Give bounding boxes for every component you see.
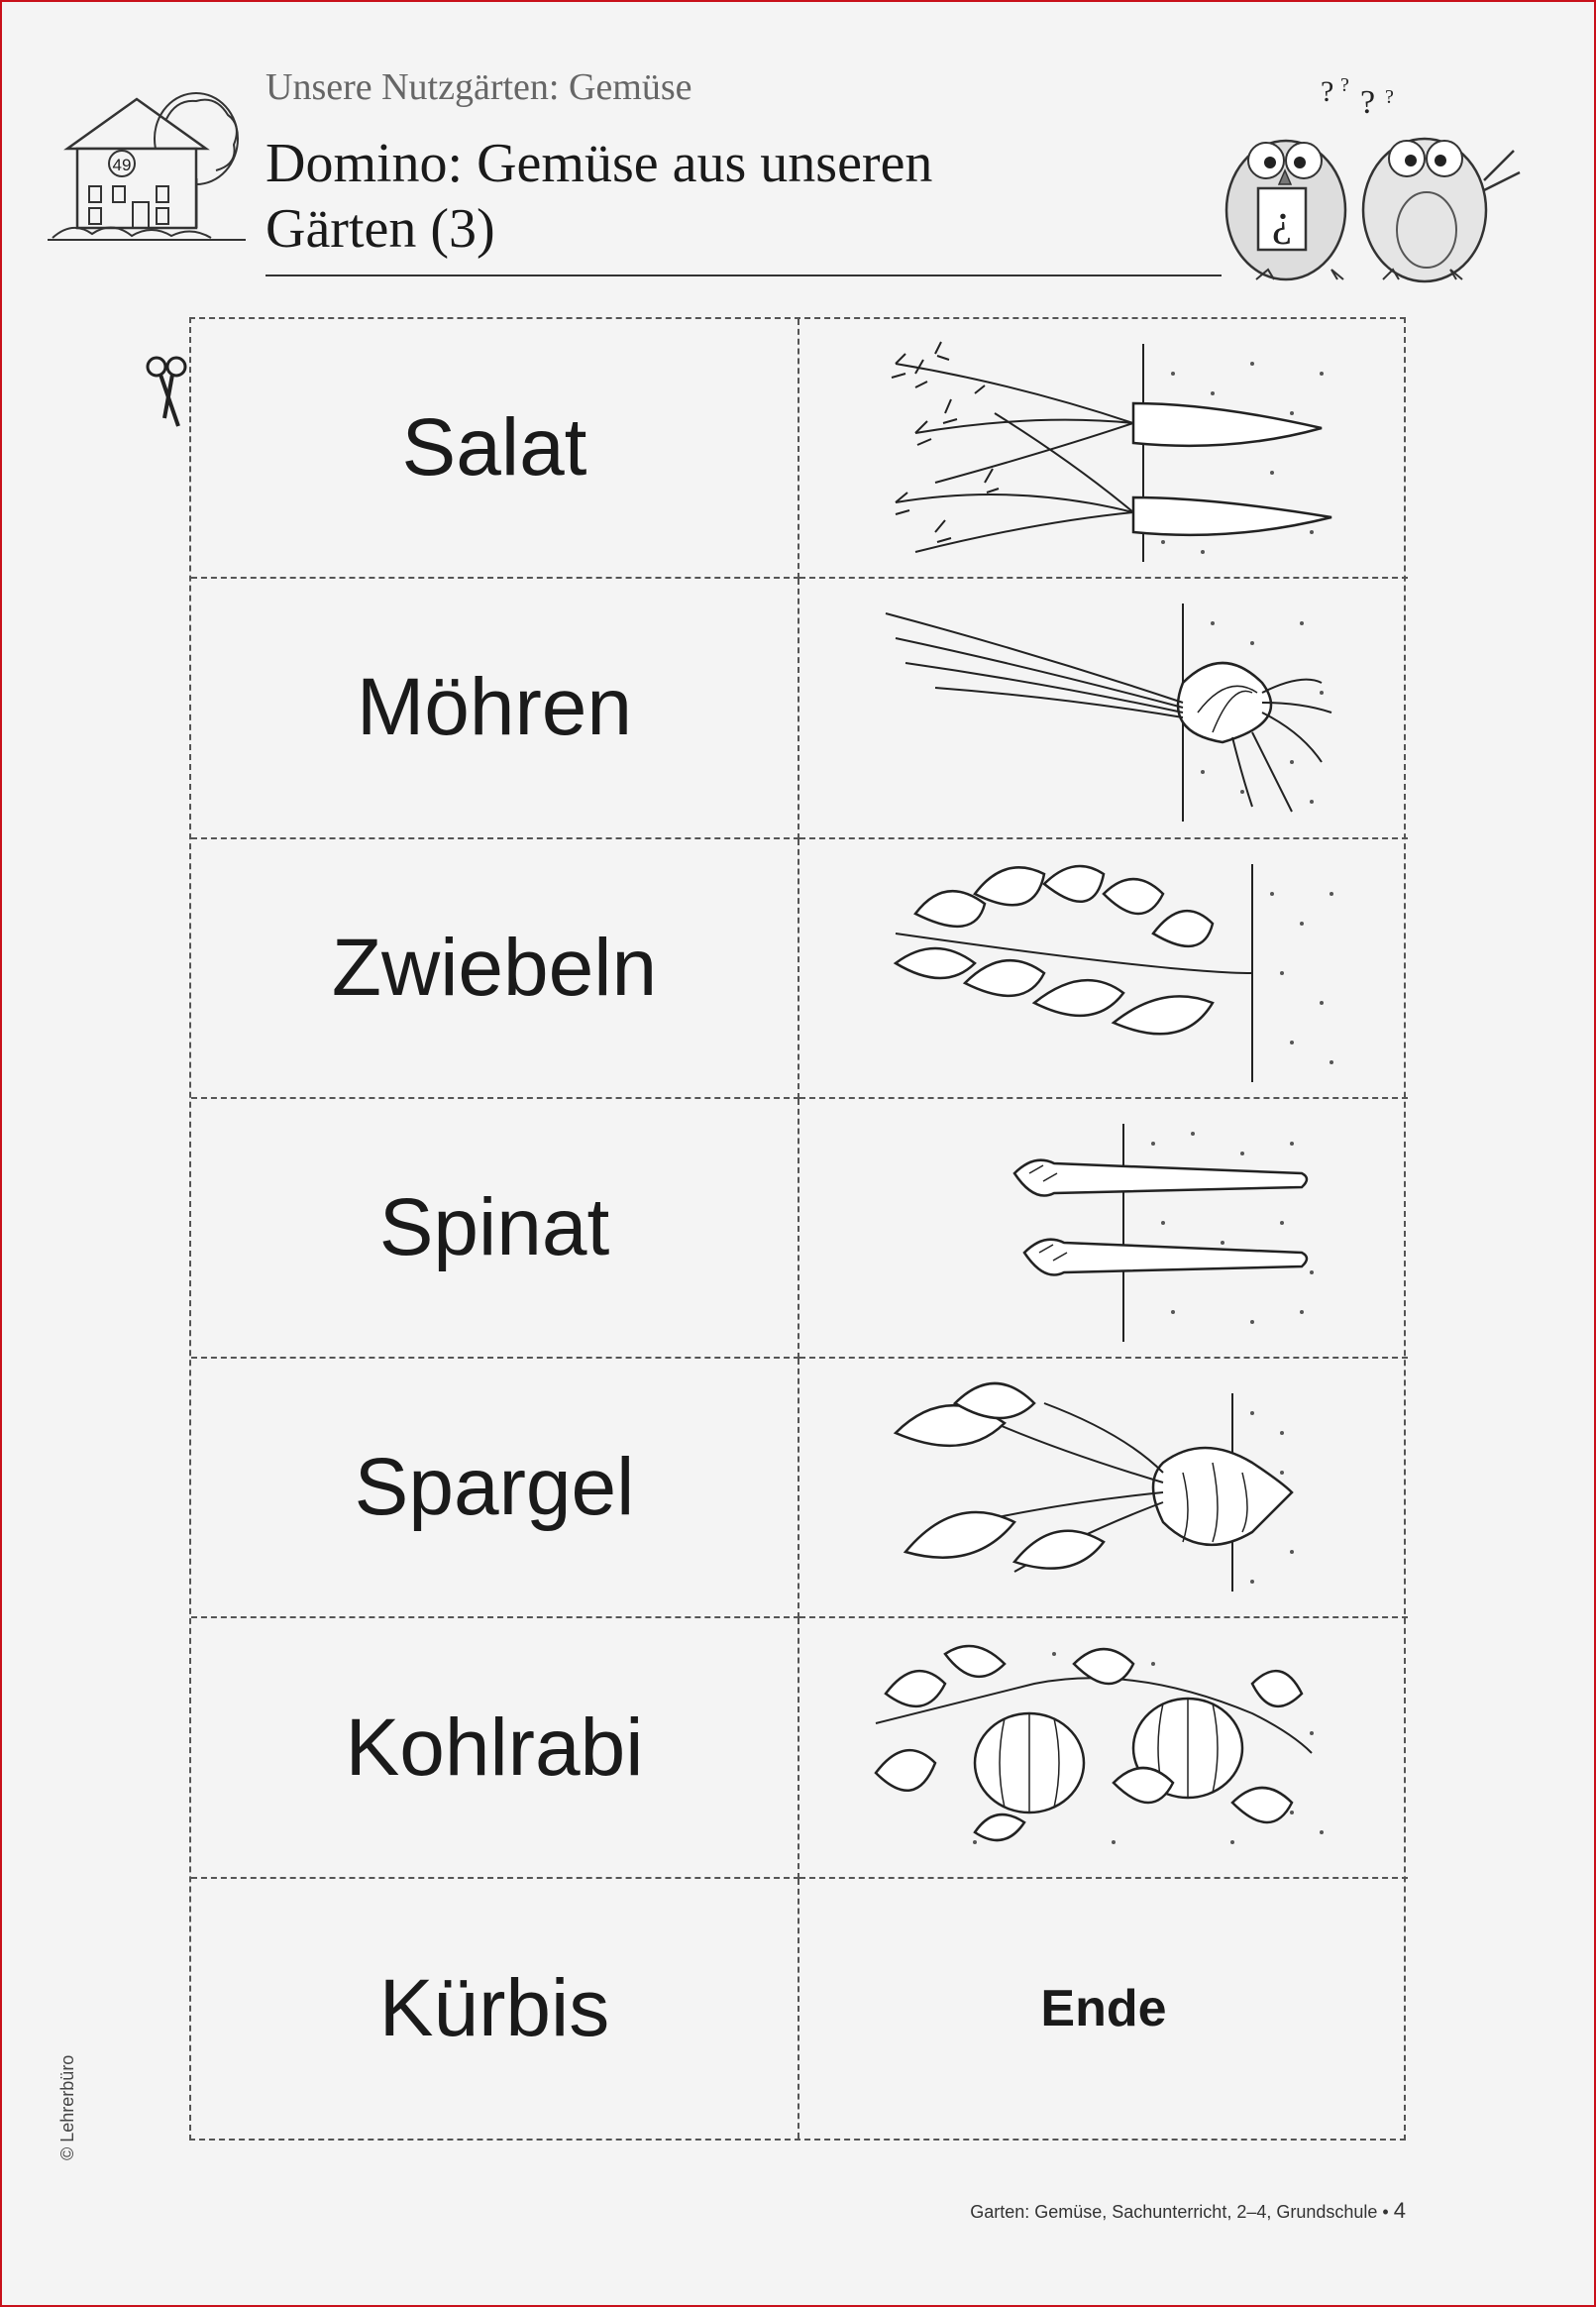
onion-icon xyxy=(856,594,1351,822)
svg-text:?: ? xyxy=(1385,86,1394,108)
footer-text: Garten: Gemüse, Sachunterricht, 2–4, Grundschule • xyxy=(970,2202,1389,2222)
page-title-line2: Gärten (3) xyxy=(266,198,495,260)
domino-word-cell xyxy=(191,1359,799,1618)
svg-text:?: ? xyxy=(1360,84,1376,121)
vegetable-word: Zwiebeln xyxy=(331,922,658,1013)
svg-text:?: ? xyxy=(1340,74,1349,96)
end-label: Ende xyxy=(1040,1979,1167,2037)
pumpkin-icon xyxy=(856,1634,1351,1862)
carrots-icon xyxy=(856,334,1351,562)
domino-word-cell xyxy=(191,839,799,1099)
vegetable-word: Möhren xyxy=(356,662,633,753)
vegetable-word: Spargel xyxy=(354,1442,635,1533)
domino-picture-cell xyxy=(799,1618,1408,1878)
series-title: Unsere Nutzgärten: Gemüse xyxy=(266,66,692,108)
copyright-note: © Lehrerbüro xyxy=(57,2054,77,2160)
kohlrabi-icon xyxy=(856,1373,1351,1601)
page-number: 4 xyxy=(1393,2198,1406,2223)
svg-text:¿: ¿ xyxy=(1271,194,1293,245)
domino-word-cell xyxy=(191,1618,799,1878)
svg-text:?: ? xyxy=(1321,75,1334,108)
domino-picture-cell xyxy=(799,319,1408,579)
domino-picture-cell xyxy=(799,579,1408,838)
domino-word-cell xyxy=(191,579,799,838)
house-number: 49 xyxy=(112,156,132,174)
domino-picture-cell xyxy=(799,1099,1408,1359)
owls-icon xyxy=(1197,71,1524,289)
page-footer xyxy=(970,2198,1406,2224)
domino-grid xyxy=(189,317,1406,2141)
domino-end-cell xyxy=(799,1879,1408,2139)
page-title-line1: Domino: Gemüse aus unseren xyxy=(266,133,933,194)
vegetable-word: Salat xyxy=(401,402,587,494)
spinach-icon xyxy=(856,854,1351,1082)
house-logo-icon xyxy=(48,79,246,248)
domino-word-cell xyxy=(191,1099,799,1359)
domino-picture-cell xyxy=(799,839,1408,1099)
vegetable-word: Kürbis xyxy=(378,1962,610,2053)
vegetable-word: Spinat xyxy=(378,1181,610,1272)
domino-word-cell xyxy=(191,319,799,579)
asparagus-icon xyxy=(856,1114,1351,1342)
domino-word-cell xyxy=(191,1879,799,2139)
page-title xyxy=(266,131,1217,262)
scissors-icon xyxy=(139,353,194,432)
header-rule xyxy=(266,275,1222,276)
domino-picture-cell xyxy=(799,1359,1408,1618)
vegetable-word: Kohlrabi xyxy=(345,1702,644,1793)
